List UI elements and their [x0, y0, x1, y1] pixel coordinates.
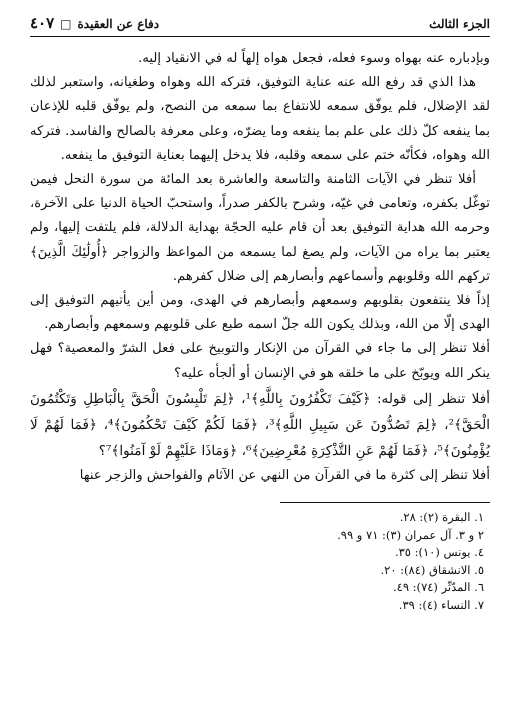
paragraph: وبإدباره عنه بهواه وسوء فعله، فجعل هواه إلهاً له في الانقياد إليه. [138, 51, 490, 66]
book-title: دفاع عن العقيدة [77, 17, 160, 31]
footnote-item: ٦. المدّثّر (٧٤): ٤٩. [393, 580, 484, 595]
paragraph: أفلا تنظر إلى قوله: ﴿كَيْفَ تَكْفُرُونَ بِاللَّهِ﴾¹، ﴿لِمَ تَلْبِسُونَ الْحَقَّ بِالْبَاطِلِ وَتَكْتُمُونَ الْحَقَّ﴾²، ﴿لِمَ تَصُدُّونَ عَن سَبِيلِ اللَّهِ﴾³، ﴿فَمَا لَكُمْ كَيْفَ تَحْكُمُونَ﴾⁴، ﴿فَمَا لَهُمْ لَا يُؤْمِنُونَ﴾⁵، ﴿فَمَا لَهُمْ عَنِ التَّذْكِرَةِ مُعْرِضِينَ﴾⁶، ﴿وَمَاذَا عَلَيْهِمْ لَوْ آمَنُوا﴾⁷؟ [30, 390, 491, 459]
chapter-label: الجزء الثالث [429, 17, 490, 31]
book-page [30, 14, 490, 714]
paragraph: أفلا تنظر إلى كثرة ما في القرآن من النهي عن الآثام والفواحش والزجر عنها [79, 467, 490, 483]
paragraph: أفلا تنظر في الآيات الثامنة والتاسعة والعاشرة بعد المائة من سورة النحل فيمن توغّل بكفره، وتعامى في غيّه، وشرح بالكفر صدراً، واستحبّ الحياة الدنيا على الآخرة، وحرمه الله هداية التوفيق بعد أن قام عليه الحجّة بهداية الدلالة، فلم يلتفت إليها، ولم يعتبر بما يراه من الآيات، ولم يصغ لما يسمعه من المواعظ والزواجر ﴿أُولَٰئِكَ الَّذِينَ﴾ تركهم الله وقلوبهم وأسماعهم وأبصارهم إلى ضلال كفرهم. [30, 172, 490, 284]
separator-mark: □ [60, 17, 72, 31]
header-title-group [30, 14, 159, 32]
paragraph: إذاً فلا ينتفعون بقلوبهم وسمعهم وأبصارهم في الهدى، ومن أين يأتيهم التوفيق إلى الهدى إلّا من الله، وبذلك يكون الله جلّ اسمه طبع على قلوبهم وسمعهم وأبصارهم. [30, 293, 490, 333]
footnote-item: ١. البقرة (٢): ٢٨. [399, 510, 484, 525]
paragraph: أفلا تنظر إلى ما جاء في القرآن من الإنكار والتوبيخ على فعل الشرّ والمعصية؟ فهل ينكر الله ويوبّخ على ما خلقه هو في الإنسان أو ألجأه عليه؟ [30, 341, 490, 381]
footnote-item: ٧. النساء (٤): ٣٩. [398, 597, 484, 612]
page-header [30, 14, 490, 37]
paragraph: هذا الذي قد رفع الله عنه عناية التوفيق، فتركه الله وهواه وطغيانه، واستعبر لذلك لقد الإضلال، فلم يوفّق سمعه للانتفاع بما سمعه من النصح، ولم يوفّق قلبه للإذعان بما ينفعه كلّ ذلك على علم بما ينفعه وما يضرّه، وعلى معرفة بالصالح والفاسد. فتركه الله وهواه، فكأنّه ختم على سمعه وقلبه، فلا يدخل إليهما بعناية التوفيق ما ينفعه. [30, 75, 490, 163]
footnote-item: ٥. الانشقاق (٨٤): ٢٠. [380, 562, 484, 577]
footnotes [30, 509, 490, 614]
footnote-item: ٢ و ٣. آل عمران (٣): ٧١ و ٩٩. [337, 527, 484, 542]
footnote-item: ٤. يونس (١٠): ٣٥. [394, 545, 484, 560]
main-text [30, 47, 490, 488]
footnote-divider [280, 502, 490, 503]
page-number: ٤٠٧ [30, 14, 55, 32]
